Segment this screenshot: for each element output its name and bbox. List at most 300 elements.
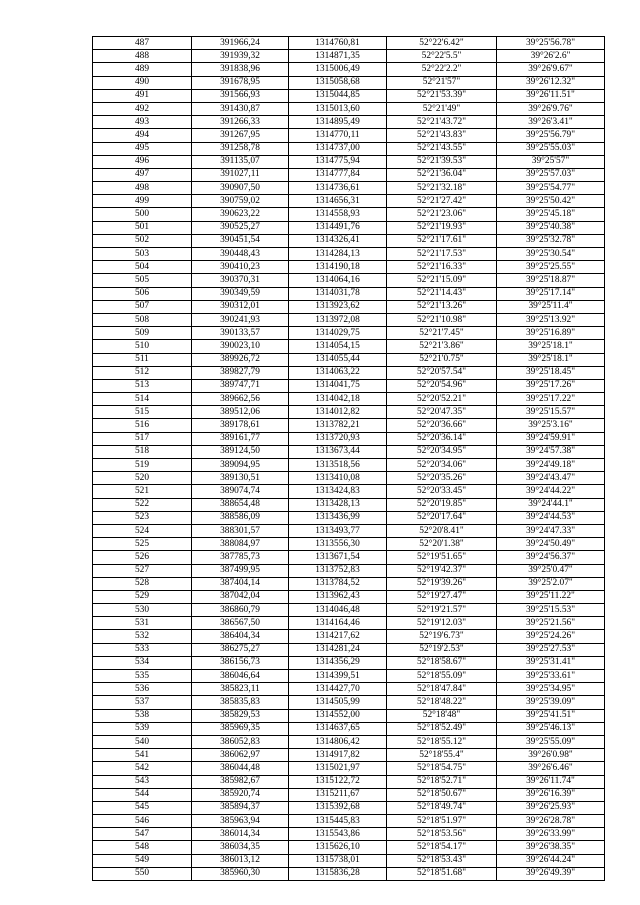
latitude-cell: 52°21'36.04" (387, 168, 497, 181)
longitude-cell: 39°26'28.78" (497, 815, 605, 828)
table-row (93, 656, 605, 669)
table-row (93, 393, 605, 406)
table-row (93, 168, 605, 181)
table-row (93, 828, 605, 841)
x-coordinate-cell: 385963,94 (192, 815, 289, 828)
longitude-cell: 39°26'0.98" (497, 749, 605, 762)
latitude-cell: 52°18'47.84" (387, 683, 497, 696)
table-row (93, 524, 605, 537)
table-row (93, 617, 605, 630)
table-row (93, 722, 605, 735)
y-coordinate-cell: 1315044,85 (289, 89, 387, 102)
x-coordinate-cell: 390241,93 (192, 313, 289, 326)
x-coordinate-cell: 391430,87 (192, 102, 289, 115)
x-coordinate-cell: 391678,95 (192, 76, 289, 89)
longitude-cell: 39°26'9.76" (497, 102, 605, 115)
x-coordinate-cell: 386013,12 (192, 854, 289, 867)
x-coordinate-cell: 385969,35 (192, 722, 289, 735)
y-coordinate-cell: 1313782,21 (289, 419, 387, 432)
y-coordinate-cell: 1314164,46 (289, 617, 387, 630)
x-coordinate-cell: 388084,97 (192, 538, 289, 551)
point-number-cell: 521 (93, 485, 192, 498)
point-number-cell: 533 (93, 643, 192, 656)
y-coordinate-cell: 1313923,62 (289, 300, 387, 313)
y-coordinate-cell: 1315626,10 (289, 841, 387, 854)
x-coordinate-cell: 389747,71 (192, 379, 289, 392)
latitude-cell: 52°21'32.18" (387, 182, 497, 195)
table-row (93, 89, 605, 102)
y-coordinate-cell: 1314064,16 (289, 274, 387, 287)
longitude-cell: 39°25'18.1" (497, 340, 605, 353)
point-number-cell: 544 (93, 788, 192, 801)
point-number-cell: 535 (93, 670, 192, 683)
latitude-cell: 52°18'52.49" (387, 722, 497, 735)
point-number-cell: 516 (93, 419, 192, 432)
longitude-cell: 39°25'3.16" (497, 419, 605, 432)
point-number-cell: 519 (93, 459, 192, 472)
table-row (93, 485, 605, 498)
point-number-cell: 528 (93, 577, 192, 590)
latitude-cell: 52°22'2.2" (387, 63, 497, 76)
y-coordinate-cell: 1315006,49 (289, 63, 387, 76)
longitude-cell: 39°25'15.53" (497, 604, 605, 617)
table-row (93, 815, 605, 828)
latitude-cell: 52°18'54.17" (387, 841, 497, 854)
latitude-cell: 52°21'43.72" (387, 116, 497, 129)
longitude-cell: 39°25'30.54" (497, 248, 605, 261)
table-row (93, 248, 605, 261)
longitude-cell: 39°25'18.45" (497, 366, 605, 379)
x-coordinate-cell: 386014,34 (192, 828, 289, 841)
table-row (93, 643, 605, 656)
longitude-cell: 39°25'56.78" (497, 37, 605, 50)
point-number-cell: 518 (93, 445, 192, 458)
longitude-cell: 39°26'2.6" (497, 50, 605, 63)
longitude-cell: 39°25'13.92" (497, 313, 605, 326)
table-row (93, 670, 605, 683)
x-coordinate-cell: 385835,83 (192, 696, 289, 709)
x-coordinate-cell: 390023,10 (192, 340, 289, 353)
y-coordinate-cell: 1314281,24 (289, 643, 387, 656)
x-coordinate-cell: 390907,50 (192, 182, 289, 195)
x-coordinate-cell: 391135,07 (192, 155, 289, 168)
y-coordinate-cell: 1314770,11 (289, 129, 387, 142)
latitude-cell: 52°18'48" (387, 709, 497, 722)
longitude-cell: 39°25'34.95" (497, 683, 605, 696)
longitude-cell: 39°25'18.1" (497, 353, 605, 366)
latitude-cell: 52°21'3.86" (387, 340, 497, 353)
y-coordinate-cell: 1313671,54 (289, 551, 387, 564)
table-row (93, 287, 605, 300)
point-number-cell: 525 (93, 538, 192, 551)
x-coordinate-cell: 391258,78 (192, 142, 289, 155)
latitude-cell: 52°21'17.61" (387, 234, 497, 247)
table-row (93, 195, 605, 208)
longitude-cell: 39°25'21.56" (497, 617, 605, 630)
y-coordinate-cell: 1314031,78 (289, 287, 387, 300)
longitude-cell: 39°24'56.37" (497, 551, 605, 564)
point-number-cell: 538 (93, 709, 192, 722)
longitude-cell: 39°25'17.26" (497, 379, 605, 392)
x-coordinate-cell: 386052,83 (192, 735, 289, 748)
table-row (93, 590, 605, 603)
x-coordinate-cell: 387404,14 (192, 577, 289, 590)
table-row (93, 116, 605, 129)
y-coordinate-cell: 1314505,99 (289, 696, 387, 709)
latitude-cell: 52°19'27.47" (387, 590, 497, 603)
longitude-cell: 39°26'11.74" (497, 775, 605, 788)
point-number-cell: 511 (93, 353, 192, 366)
y-coordinate-cell: 1313436,99 (289, 511, 387, 524)
longitude-cell: 39°24'43.47" (497, 472, 605, 485)
longitude-cell: 39°25'24.26" (497, 630, 605, 643)
latitude-cell: 52°20'17.64" (387, 511, 497, 524)
y-coordinate-cell: 1314777,84 (289, 168, 387, 181)
latitude-cell: 52°18'53.56" (387, 828, 497, 841)
y-coordinate-cell: 1313720,93 (289, 432, 387, 445)
latitude-cell: 52°21'27.42" (387, 195, 497, 208)
y-coordinate-cell: 1313556,30 (289, 538, 387, 551)
y-coordinate-cell: 1314326,41 (289, 234, 387, 247)
x-coordinate-cell: 389827,79 (192, 366, 289, 379)
table-row (93, 696, 605, 709)
table-row (93, 366, 605, 379)
longitude-cell: 39°26'11.51" (497, 89, 605, 102)
longitude-cell: 39°25'32.78" (497, 234, 605, 247)
point-number-cell: 504 (93, 261, 192, 274)
point-number-cell: 497 (93, 168, 192, 181)
y-coordinate-cell: 1314637,65 (289, 722, 387, 735)
y-coordinate-cell: 1314552,00 (289, 709, 387, 722)
point-number-cell: 489 (93, 63, 192, 76)
table-row (93, 511, 605, 524)
x-coordinate-cell: 385920,74 (192, 788, 289, 801)
latitude-cell: 52°20'34.06" (387, 459, 497, 472)
x-coordinate-cell: 390312,01 (192, 300, 289, 313)
x-coordinate-cell: 387785,73 (192, 551, 289, 564)
longitude-cell: 39°24'50.49" (497, 538, 605, 551)
longitude-cell: 39°25'17.22" (497, 393, 605, 406)
longitude-cell: 39°25'40.38" (497, 221, 605, 234)
point-number-cell: 536 (93, 683, 192, 696)
latitude-cell: 52°20'52.21" (387, 393, 497, 406)
longitude-cell: 39°26'38.35" (497, 841, 605, 854)
point-number-cell: 543 (93, 775, 192, 788)
table-row (93, 353, 605, 366)
latitude-cell: 52°19'51.65" (387, 551, 497, 564)
point-number-cell: 515 (93, 406, 192, 419)
longitude-cell: 39°25'55.09" (497, 735, 605, 748)
latitude-cell: 52°18'51.97" (387, 815, 497, 828)
y-coordinate-cell: 1315836,28 (289, 867, 387, 880)
table-row (93, 432, 605, 445)
latitude-cell: 52°21'23.06" (387, 208, 497, 221)
longitude-cell: 39°25'57.03" (497, 168, 605, 181)
point-number-cell: 548 (93, 841, 192, 854)
y-coordinate-cell: 1314046,48 (289, 604, 387, 617)
latitude-cell: 52°21'43.55" (387, 142, 497, 155)
point-number-cell: 546 (93, 815, 192, 828)
longitude-cell: 39°25'54.77" (497, 182, 605, 195)
longitude-cell: 39°25'2.07" (497, 577, 605, 590)
y-coordinate-cell: 1314055,44 (289, 353, 387, 366)
point-number-cell: 512 (93, 366, 192, 379)
table-row (93, 775, 605, 788)
table-row (93, 749, 605, 762)
latitude-cell: 52°21'17.53" (387, 248, 497, 261)
point-number-cell: 501 (93, 221, 192, 234)
latitude-cell: 52°20'8.41" (387, 524, 497, 537)
table-row (93, 327, 605, 340)
y-coordinate-cell: 1314399,51 (289, 670, 387, 683)
coordinates-table (92, 36, 605, 881)
y-coordinate-cell: 1313410,08 (289, 472, 387, 485)
latitude-cell: 52°18'55.09" (387, 670, 497, 683)
x-coordinate-cell: 386044,48 (192, 762, 289, 775)
longitude-cell: 39°24'47.33" (497, 524, 605, 537)
latitude-cell: 52°21'10.98" (387, 313, 497, 326)
latitude-cell: 52°21'19.93" (387, 221, 497, 234)
point-number-cell: 510 (93, 340, 192, 353)
latitude-cell: 52°18'52.71" (387, 775, 497, 788)
point-number-cell: 494 (93, 129, 192, 142)
latitude-cell: 52°21'49" (387, 102, 497, 115)
table-row (93, 234, 605, 247)
latitude-cell: 52°20'19.85" (387, 498, 497, 511)
y-coordinate-cell: 1315122,72 (289, 775, 387, 788)
x-coordinate-cell: 389074,74 (192, 485, 289, 498)
point-number-cell: 513 (93, 379, 192, 392)
longitude-cell: 39°25'11.4" (497, 300, 605, 313)
point-number-cell: 527 (93, 564, 192, 577)
point-number-cell: 490 (93, 76, 192, 89)
y-coordinate-cell: 1313752,83 (289, 564, 387, 577)
y-coordinate-cell: 1314041,75 (289, 379, 387, 392)
point-number-cell: 540 (93, 735, 192, 748)
latitude-cell: 52°21'0.75" (387, 353, 497, 366)
table-row (93, 379, 605, 392)
point-number-cell: 523 (93, 511, 192, 524)
point-number-cell: 505 (93, 274, 192, 287)
point-number-cell: 491 (93, 89, 192, 102)
x-coordinate-cell: 386156,73 (192, 656, 289, 669)
y-coordinate-cell: 1314895,49 (289, 116, 387, 129)
table-row (93, 221, 605, 234)
point-number-cell: 509 (93, 327, 192, 340)
latitude-cell: 52°20'34.95" (387, 445, 497, 458)
point-number-cell: 537 (93, 696, 192, 709)
table-row (93, 854, 605, 867)
y-coordinate-cell: 1314029,75 (289, 327, 387, 340)
table-row (93, 63, 605, 76)
x-coordinate-cell: 391838,96 (192, 63, 289, 76)
y-coordinate-cell: 1314012,82 (289, 406, 387, 419)
latitude-cell: 52°18'54.75" (387, 762, 497, 775)
x-coordinate-cell: 389512,06 (192, 406, 289, 419)
longitude-cell: 39°26'6.46" (497, 762, 605, 775)
x-coordinate-cell: 390349,59 (192, 287, 289, 300)
table-row (93, 709, 605, 722)
x-coordinate-cell: 391939,32 (192, 50, 289, 63)
table-row (93, 102, 605, 115)
point-number-cell: 549 (93, 854, 192, 867)
table-row (93, 459, 605, 472)
latitude-cell: 52°18'55.4" (387, 749, 497, 762)
point-number-cell: 487 (93, 37, 192, 50)
latitude-cell: 52°20'33.45" (387, 485, 497, 498)
y-coordinate-cell: 1314871,35 (289, 50, 387, 63)
x-coordinate-cell: 390133,57 (192, 327, 289, 340)
longitude-cell: 39°26'12.32" (497, 76, 605, 89)
x-coordinate-cell: 390451,54 (192, 234, 289, 247)
latitude-cell: 52°18'51.68" (387, 867, 497, 880)
x-coordinate-cell: 389124,50 (192, 445, 289, 458)
x-coordinate-cell: 390623,22 (192, 208, 289, 221)
longitude-cell: 39°25'11.22" (497, 590, 605, 603)
y-coordinate-cell: 1314427,70 (289, 683, 387, 696)
point-number-cell: 526 (93, 551, 192, 564)
table-row (93, 630, 605, 643)
longitude-cell: 39°25'46.13" (497, 722, 605, 735)
table-row (93, 419, 605, 432)
table-row (93, 604, 605, 617)
longitude-cell: 39°25'15.57" (497, 406, 605, 419)
point-number-cell: 522 (93, 498, 192, 511)
x-coordinate-cell: 388301,57 (192, 524, 289, 537)
table-row (93, 340, 605, 353)
y-coordinate-cell: 1314054,15 (289, 340, 387, 353)
x-coordinate-cell: 388654,48 (192, 498, 289, 511)
point-number-cell: 508 (93, 313, 192, 326)
table-row (93, 261, 605, 274)
longitude-cell: 39°24'44.1" (497, 498, 605, 511)
table-row (93, 538, 605, 551)
y-coordinate-cell: 1313972,08 (289, 313, 387, 326)
point-number-cell: 499 (93, 195, 192, 208)
table-row (93, 76, 605, 89)
x-coordinate-cell: 389926,72 (192, 353, 289, 366)
x-coordinate-cell: 389161,77 (192, 432, 289, 445)
latitude-cell: 52°19'12.03" (387, 617, 497, 630)
table-row (93, 564, 605, 577)
latitude-cell: 52°19'2.53" (387, 643, 497, 656)
latitude-cell: 52°20'35.26" (387, 472, 497, 485)
x-coordinate-cell: 385982,67 (192, 775, 289, 788)
point-number-cell: 529 (93, 590, 192, 603)
y-coordinate-cell: 1315445,83 (289, 815, 387, 828)
y-coordinate-cell: 1313673,44 (289, 445, 387, 458)
x-coordinate-cell: 385894,37 (192, 801, 289, 814)
latitude-cell: 52°19'42.37" (387, 564, 497, 577)
point-number-cell: 541 (93, 749, 192, 762)
x-coordinate-cell: 386062,97 (192, 749, 289, 762)
longitude-cell: 39°24'44.22" (497, 485, 605, 498)
latitude-cell: 52°18'55.12" (387, 735, 497, 748)
table-row (93, 142, 605, 155)
point-number-cell: 492 (93, 102, 192, 115)
table-row (93, 300, 605, 313)
y-coordinate-cell: 1313784,52 (289, 577, 387, 590)
point-number-cell: 524 (93, 524, 192, 537)
latitude-cell: 52°18'53.43" (387, 854, 497, 867)
table-row (93, 274, 605, 287)
point-number-cell: 514 (93, 393, 192, 406)
table-row (93, 182, 605, 195)
y-coordinate-cell: 1315543,86 (289, 828, 387, 841)
y-coordinate-cell: 1314775,94 (289, 155, 387, 168)
point-number-cell: 547 (93, 828, 192, 841)
latitude-cell: 52°20'47.35" (387, 406, 497, 419)
longitude-cell: 39°25'50.42" (497, 195, 605, 208)
latitude-cell: 52°20'36.66" (387, 419, 497, 432)
latitude-cell: 52°21'7.45" (387, 327, 497, 340)
table-row (93, 801, 605, 814)
y-coordinate-cell: 1315058,68 (289, 76, 387, 89)
x-coordinate-cell: 391966,24 (192, 37, 289, 50)
longitude-cell: 39°26'25.93" (497, 801, 605, 814)
table-row (93, 551, 605, 564)
longitude-cell: 39°25'31.41" (497, 656, 605, 669)
table-row (93, 37, 605, 50)
table-row (93, 762, 605, 775)
longitude-cell: 39°25'0.47" (497, 564, 605, 577)
table-row (93, 445, 605, 458)
x-coordinate-cell: 391027,11 (192, 168, 289, 181)
x-coordinate-cell: 390370,31 (192, 274, 289, 287)
point-number-cell: 520 (93, 472, 192, 485)
latitude-cell: 52°21'16.33" (387, 261, 497, 274)
y-coordinate-cell: 1314558,93 (289, 208, 387, 221)
x-coordinate-cell: 391267,95 (192, 129, 289, 142)
latitude-cell: 52°21'57" (387, 76, 497, 89)
y-coordinate-cell: 1315013,60 (289, 102, 387, 115)
y-coordinate-cell: 1314737,00 (289, 142, 387, 155)
latitude-cell: 52°18'58.67" (387, 656, 497, 669)
x-coordinate-cell: 390759,02 (192, 195, 289, 208)
y-coordinate-cell: 1314760,81 (289, 37, 387, 50)
longitude-cell: 39°25'16.89" (497, 327, 605, 340)
latitude-cell: 52°21'39.53" (387, 155, 497, 168)
point-number-cell: 507 (93, 300, 192, 313)
x-coordinate-cell: 386860,79 (192, 604, 289, 617)
longitude-cell: 39°24'59.91" (497, 432, 605, 445)
longitude-cell: 39°26'44.24" (497, 854, 605, 867)
latitude-cell: 52°20'36.14" (387, 432, 497, 445)
point-number-cell: 493 (93, 116, 192, 129)
longitude-cell: 39°25'39.09" (497, 696, 605, 709)
x-coordinate-cell: 386567,50 (192, 617, 289, 630)
latitude-cell: 52°21'15.09" (387, 274, 497, 287)
x-coordinate-cell: 389094,95 (192, 459, 289, 472)
longitude-cell: 39°25'41.51" (497, 709, 605, 722)
x-coordinate-cell: 389662,56 (192, 393, 289, 406)
y-coordinate-cell: 1314284,13 (289, 248, 387, 261)
point-number-cell: 500 (93, 208, 192, 221)
longitude-cell: 39°26'33.99" (497, 828, 605, 841)
longitude-cell: 39°24'44.53" (497, 511, 605, 524)
point-number-cell: 531 (93, 617, 192, 630)
y-coordinate-cell: 1313428,13 (289, 498, 387, 511)
latitude-cell: 52°19'6.73" (387, 630, 497, 643)
x-coordinate-cell: 390525,27 (192, 221, 289, 234)
y-coordinate-cell: 1314806,42 (289, 735, 387, 748)
y-coordinate-cell: 1314217,62 (289, 630, 387, 643)
x-coordinate-cell: 386404,34 (192, 630, 289, 643)
longitude-cell: 39°25'55.03" (497, 142, 605, 155)
y-coordinate-cell: 1314491,76 (289, 221, 387, 234)
table-row (93, 208, 605, 221)
latitude-cell: 52°22'5.5" (387, 50, 497, 63)
